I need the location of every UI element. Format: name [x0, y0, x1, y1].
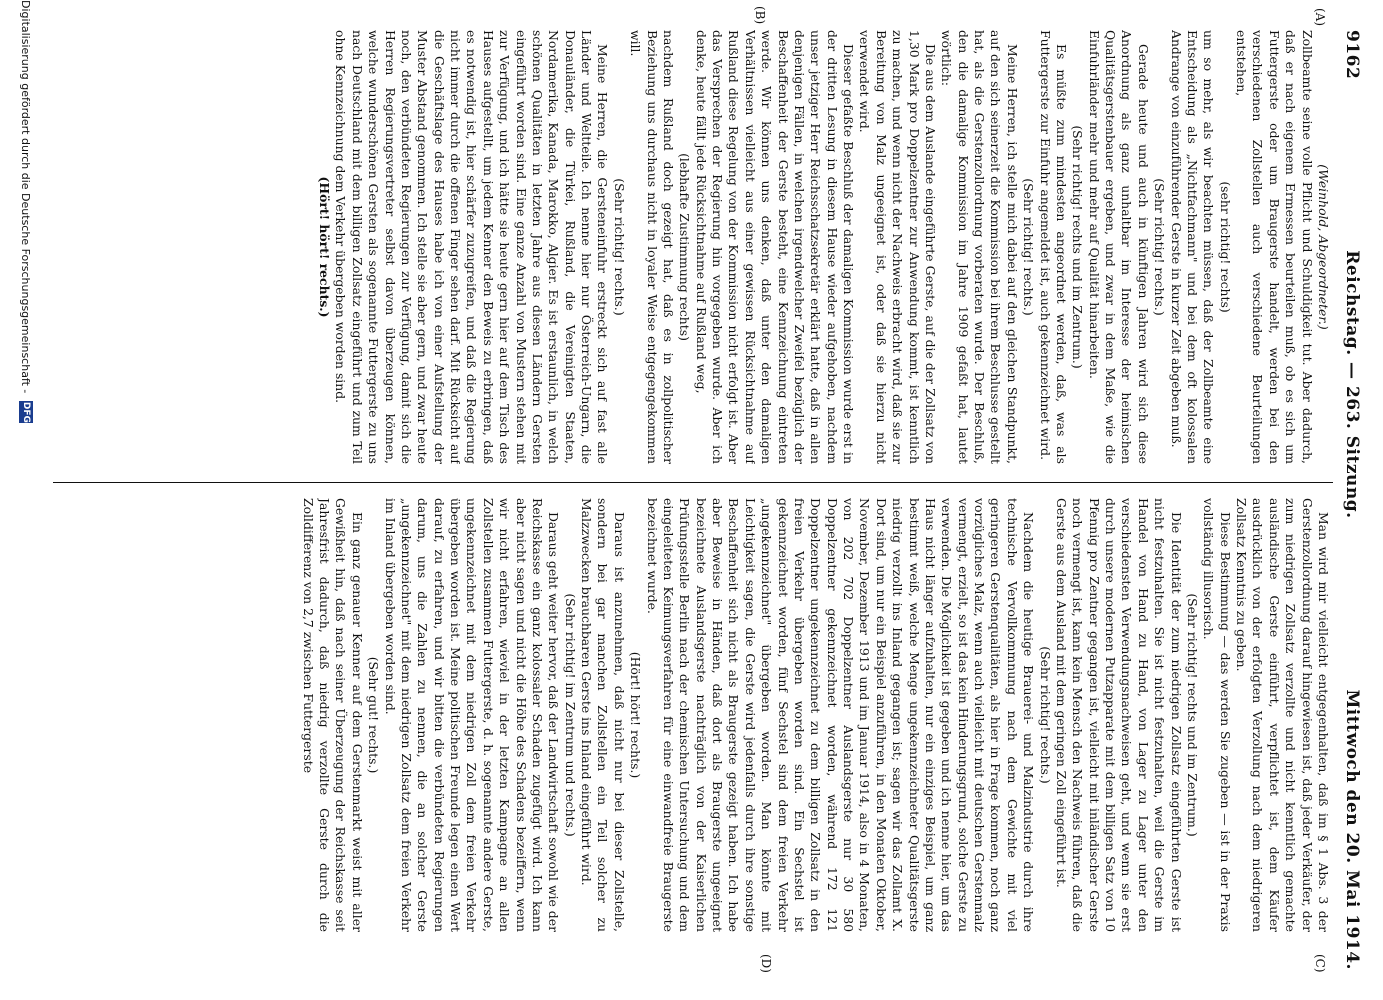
paragraph: Daraus geht weiter hervor, daß der Landwirtschaft sowohl wie der Reichskasse ein ganz kolossaler Schaden zugefügt wird. Ich kann aber nicht sagen und nicht die Höhe des Schadens bezeiffern, wenn wir nicht erfahren, wieviel in der letzten Kampagne an allen Zollstellen zusammen Futtergerste, d. h. sogenannte andere Gerste, ungekennzeichnet mit dem niedrigen Zoll dem freien Verkehr übergeben worden ist. Meine politischen Freunde legen einen Wert darauf, zu erfahren, und wir bitten die verbündeten Regierungen darum, uns die Zahlen zu nennen, die an solcher Gerste „ungekennzeichnet" mit dem niedrigen Zollsatz dem freien Verkehr im Inland übergeben worden sind. — [382, 498, 562, 932]
interjection: (Sehr gut! rechts.) — [366, 656, 382, 774]
paragraph: Nachdem die heutige Brauerei- und Malzindustrie durch ihre technische Vervollkommnung nach dem Gewichte mit viel geringeren Gerstenqualitäten, als hier in Frage kommen, noch ganz vorzügliches Malz, wenn auch vielleicht mit deutschen Gerstenmalz vermengt, erzielt, so ist das kein Hinderungsgrund, solche Gerste zu verwenden. Die Möglichkeit ist gegeben und ich nenne hier, um das Haus nicht länger aufzuhalten, nur ein einziges Beispiel, um ganz bestimmt weiß, welche Menge ungekennzeichneter Qualitätsgerste niedrig verzollt ins Inland gegangen ist; sagen wir das Zollamt X. Dort sind, um nur ein Beispiel anzuführen, in den Monaten Oktober, November, Dezember 1913 und im Januar 1914, also in 4 Monaten, von 202 702 Doppelzentner Auslandsgerste nur 30 580 Doppelzentner gekennzeichnet worden, während 172 121 Doppelzentner ungekennzeichnet zu dem billigen Zollsatz in den freien Verkehr übergeben worden sind. Ein Sechstel ist gekennzeichnet worden, fünf Sechstel sind dem freien Verkehr „ungekennzeichnet" übergeben worden. Man könnte mit Leichtigkeit sagen, die Gerste wird jedenfalls durch ihre sonstige Beschaffenheit sich nicht als Braugerste gezeigt haben. Ich habe aber Beweise in Händen, daß dort als Braugerste ungeeignet bezeichnete Auslandsgerste nachträglich von der Kaiserlichen Prüfungsstelle Berlin nach der chemischen Untersuchung und dem eingeleiteten Keimungsverfahren für eine einwandfreie Braugerste bezeichnet wurde. — [644, 498, 1037, 932]
right-column — [61, 498, 1331, 932]
quoted-resolution: Die aus dem Auslande eingeführte Gerste, auf die der Zollsatz von 1,30 Mark pro Doppelzentner zur Anwendung kommt, ist kenntlich zu machen, und wenn nicht der Nachweis erbracht wird, daß sie zur Bereitung von Malz ungeeignet ist, oder daß sie hierzu nicht verwendet wird. — [857, 30, 938, 464]
interjection: (Sehr richtig! im Zentrum und rechts.) — [562, 593, 578, 837]
paragraph: Gerade heute und auch in künftigen Jahren wird sich diese Anordnung als ganz unhaltbar im Interesse der heimischen Qualitätsgerstenbauer ergeben, und zwar in dem Maße, wie die Einfuhrländer mehr und mehr auf Qualität hinarbeiten. — [1086, 30, 1151, 464]
interjection: (Sehr richtig! rechts.) — [1037, 646, 1053, 784]
dfg-logo-icon: DFG — [21, 401, 31, 423]
paragraph: Meine Herren, ich stelle mich dabei auf den gleichen Standpunkt, auf den sich seinerzeit die Kommission bei ihrem Beschlusse gestellt hat, als die Gerstenzollordnung vorberaten wurde. Der Beschluß, den die damalige Kommission im Jahre 1909 gefaßt hat, lautet wörtlich: — [939, 30, 1020, 464]
paragraph: um so mehr, als wir beachten müssen, daß der Zollbeamte eine Entscheidung als „Nichtfachmann" und bei dem oft kolossalen Andrange von einzuführender Gerste in kurzer Zeit abgeben muß. — [1168, 30, 1217, 464]
paragraph: nachdem Rußland doch gezeigt hat, daß es in zollpolitischer Beziehung uns durchaus nicht in loyaler Weise entgegengekommen will. — [628, 30, 676, 464]
interjection: (Hört! hört! rechts.) — [317, 176, 333, 318]
paragraph: Es müßte zum mindesten angeordnet werden, daß, was als Futtergerste zur Einfuhr angemeldet ist, auch gekennzeichnet wird. — [1037, 30, 1069, 464]
paragraph: Dieser gefaßte Beschluß der damaligen Kommission wurde erst in der dritten Lesung in diesem Hause wieder aufgehoben, nachdem unser jetziger Herr Reichsschatzsekretär erklärt hatte, daß in allen denjenigen Fällen, in welchen irgendwelcher Zweifel bezüglich der Beschaffenheit der Gerste besteht, eine Kennzeichnung eintreten werde. Wir können uns denken, daß unter den damaligen Verhältnissen vielleicht aus einer gewissen Rücksichtnahme auf Rußland diese Regelung von der Kommission nicht erfolgt ist. Aber das Versprechen der Regierung hin vorgegeben wurde. Aber ich denke, heute fällt jede Rücksichtnahme auf Rußland weg, — [693, 30, 857, 464]
interjection: (Sehr richtig! rechts und im Zentrum.) — [1070, 125, 1086, 369]
column-divider — [53, 482, 1333, 483]
credit-text: Digitalisierung gefördert durch die Deutsche Forschungsgemeinschaft - — [19, 0, 33, 394]
margin-marker-b: (B) — [753, 6, 767, 25]
interjection: (Sehr richtig! rechts und im Zentrum.) — [1185, 593, 1200, 837]
page-title: Reichstag. — 263. Sitzung. — [1342, 250, 1362, 519]
interjection: (sehr richtig! rechts) — [1217, 181, 1233, 313]
running-head — [1339, 30, 1365, 970]
interjection: (Sehr richtig! rechts.) — [611, 178, 627, 316]
paragraph: Diese Bestimmung — das werden Sie zugeben — ist in der Praxis vollständig illusorisch. — [1201, 498, 1233, 932]
paragraph: Ein ganz genauer Kenner auf dem Gerstenmarkt weist mit aller Gewißheit hin, daß nach seiner Überzeugung der Reichskasse seit Jahresfrist dadurch, daß niedrig verzollte Gerste durch die Zolldifferenz von 2,7 zwischen Futtergerste — [300, 498, 365, 932]
paragraph: Meine Herren, die Gersteneinfuhr erstreckt sich auf fast alle Länder und Weltteile. Ich nenne hier nur Österreich-Ungarn, die Donauländer, die Türkei, Rußland, die Vereinigten Staaten, Nordamerika, Kanada, Marokko, Algier. Es ist erstaunlich, in welch schönen Qualitäten in letzten Jahre aus diesen Ländern Gersten eingeführt worden sind. Eine ganze Anzahl von Mustern stehen mit zur Verfügung, und ich hätte sie heute gern hier auf dem Tisch des Hauses aufgestellt, um jedem Kenner den Beweis zu erbringen, daß es notwendig ist, hier schärfer zuzugreifen, und daß die Regierung nicht immer durch die offenen Finger sehen darf. Mit Rücksicht auf die Geschäftslage des Hauses habe ich von einer Aufstellung der Muster Abstand genommen. Ich stelle sie aber gern, und zwar heute noch, den verbündeten Regierungen zur Verfügung, damit sich die Herren Regierungsvertreter selbst davon überzeugen können, welche wunderschönen Gersten als sogenannte Futtergerste zu uns nach Deutschland mit dem billigen Zollsatz eingeführt und zum Teil ohne Kennzeichnung dem Verkehr übergeben worden sind. — [333, 30, 611, 464]
margin-marker-a: (A) — [1313, 8, 1327, 27]
paragraph: Die Identität der zum niedrigen Zollsatz eingeführten Gerste ist nicht festzuhalten. Sie ist nicht festzuhalten, weil die Gerste im Handel von Hand zu Hand, von Lager zu Lager unter den verschiedensten Verwendungsnachweisen geht, und wenn sie erst durch unsere modernen Putzapparate mit dem billigen Satz von 10 Pfennig pro Zentner gegangen ist, vielleicht mit inländischer Gerste noch vermengt ist, kann kein Mensch den Nachweis führen, daß die Gerste aus dem Ausland mit dem geringen Zoll eingeführt ist. — [1054, 498, 1184, 932]
paragraph: Daraus ist anzunehmen, daß nicht nur bei dieser Zollstelle, sondern bei gar manchen Zollstellen ein Teil solcher zu Malzzwecken brauchbaren Gerste ins Inland eingeführt wird. — [579, 498, 627, 932]
speaker-label: (Weinhold, Abgeordneter.) — [1316, 164, 1331, 330]
margin-marker-c: (C) — [1313, 954, 1327, 973]
digitization-credit — [15, 0, 37, 1000]
page-number: 9162 — [1342, 30, 1362, 80]
interjection: (Sehr richtig! rechts.) — [1021, 178, 1037, 316]
paragraph: Man wird mir vielleicht entgegenhalten, daß im § 1 Abs. 3 der Gerstenzollordnung darauf hingewiesen ist, daß jeder Verkäufer, der zum niedrigen Zollsatz verzollte und nicht kenntlich gemachte ausländische Gerste einführt, verpflichtet ist, dem Käufer ausdrücklich von der erfolgten Verzollung nach dem niedrigeren Zollsatz Kenntnis zu geben. — [1234, 498, 1331, 932]
margin-marker-d: (D) — [759, 954, 773, 973]
left-column — [61, 30, 1331, 464]
session-date: Mittwoch den 20. Mai 1914. — [1342, 689, 1362, 970]
interjection: (lebhafte Zustimmung rechts) — [677, 153, 693, 341]
interjection: (Sehr richtig! rechts.) — [1152, 178, 1168, 316]
interjection: (Hört! hört! rechts.) — [628, 651, 644, 779]
paragraph: Zollbeamte seine volle Pflicht und Schuldigkeit tut. Aber dadurch, daß er nach eigenem Ermessen beurteilen muß, ob es sich um Futtergerste oder um Braugerste handelt, werden bei den verschiedenen Zollstellen auch verschiedene Beurteilungen entstehen, — [1234, 30, 1315, 464]
